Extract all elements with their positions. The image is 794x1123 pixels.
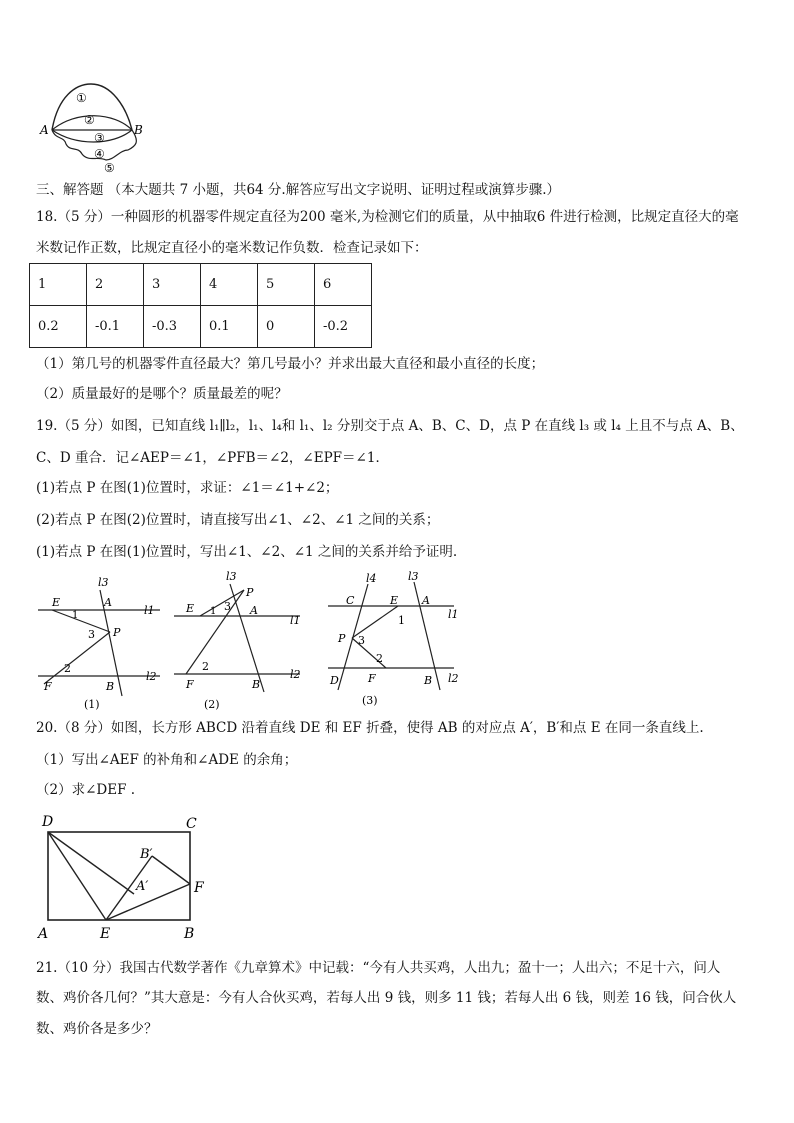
table-cell: -0.3 (144, 306, 201, 348)
angle-3: 3 (88, 628, 95, 641)
label-B-prime: B′ (140, 847, 153, 862)
label-A: A (40, 123, 49, 137)
region-4: ④ (94, 147, 105, 161)
label-E: E (390, 594, 399, 607)
table-cell: 2 (87, 264, 144, 306)
label-B: B (134, 123, 143, 137)
region-2: ② (84, 113, 95, 127)
region-1: ① (76, 91, 87, 105)
inspection-table (29, 263, 372, 348)
region-3: ③ (94, 131, 105, 145)
angle-2: 2 (64, 662, 71, 675)
label-l3: l3 (408, 570, 419, 583)
angle-3: 3 (224, 600, 231, 613)
angle-3: 3 (358, 634, 365, 647)
table-cell: 5 (258, 264, 315, 306)
folded-rectangle-figure (34, 810, 218, 944)
label-l1: l1 (144, 604, 155, 617)
label-A: A (38, 926, 49, 942)
table-cell: 4 (201, 264, 258, 306)
label-P: P (113, 626, 121, 639)
label-B: B (424, 674, 433, 687)
q18-text-line2: 米数记作正数，比规定直径小的毫米数记作负数．检查记录如下： (36, 240, 428, 256)
label-E: E (100, 926, 111, 942)
petal-region-figure (36, 76, 156, 178)
q19-text-line1: 19.（5 分）如图，已知直线 l₁∥l₂，l₁、l₄和 l₁、l₂ 分别交于点 A、B、C、D，点 P 在直线 l₃ 或 l₄ 上且不与点 A、B、 (36, 418, 744, 434)
table-cell: 0.1 (201, 306, 258, 348)
q19-sub1: (1)若点 P 在图(1)位置时，求证：∠1＝∠1+∠2； (36, 480, 339, 496)
label-P: P (338, 632, 346, 645)
label-l1: l1 (448, 608, 459, 621)
table-cell: -0.2 (315, 306, 372, 348)
table-row (30, 306, 372, 348)
parallel-lines-figure-1 (36, 572, 166, 712)
q19-sub2: (2)若点 P 在图(2)位置时，请直接写出∠1、∠2、∠1 之间的关系； (36, 512, 440, 528)
angle-2: 2 (202, 660, 209, 673)
label-E: E (52, 596, 61, 609)
label-C: C (186, 816, 197, 832)
label-E: E (186, 602, 195, 615)
angle-2: 2 (376, 652, 383, 665)
angle-1: 1 (210, 606, 217, 617)
label-F: F (186, 678, 194, 691)
q18-text-line1: 18.（5 分）一种圆形的机器零件规定直径为200 毫米,为检测它们的质量，从中抽取6 件进行检测，比规定直径大的毫 (36, 209, 739, 225)
q20-text-line1: 20.（8 分）如图，长方形 ABCD 沿着直线 DE 和 EF 折叠，使得 AB 的对应点 A′，B′和点 E 在同一条直线上. (36, 720, 704, 736)
table-cell: 0.2 (30, 306, 87, 348)
q21-text-line2: 数、鸡价各几何？”其大意是：今有人合伙买鸡，若每人出 9 钱，则多 11 钱；若每人出 6 钱，则差 16 钱，问合伙人 (36, 990, 737, 1006)
label-F: F (44, 680, 52, 693)
q21-text-line3: 数、鸡价各是多少？ (36, 1021, 158, 1037)
figure-caption: (2) (204, 698, 220, 711)
q20-sub1: （1）写出∠AEF 的补角和∠ADE 的余角； (36, 752, 298, 768)
q18-sub2: （2）质量最好的是哪个？质量最差的呢？ (36, 386, 288, 402)
label-B: B (106, 680, 115, 693)
label-P: P (246, 586, 254, 599)
label-D: D (330, 674, 339, 687)
label-l2: l2 (290, 668, 301, 681)
label-A: A (250, 604, 258, 617)
label-l2: l2 (448, 672, 459, 685)
q20-sub2: （2）求∠DEF . (36, 782, 136, 798)
label-A: A (422, 594, 430, 607)
angle-1: 1 (398, 614, 405, 627)
table-row (30, 264, 372, 306)
q19-text-line2: C、D 重合．记∠AEP＝∠1，∠PFB＝∠2，∠EPF＝∠1． (36, 450, 389, 466)
label-l2: l2 (146, 670, 157, 683)
label-B: B (184, 926, 195, 942)
q21-text-line1: 21.（10 分）我国古代数学著作《九章算术》中记载：“今有人共买鸡，人出九；盈十一；人出六；不足十六，问人 (36, 960, 721, 976)
figure-caption: (1) (84, 698, 100, 711)
table-cell: 1 (30, 264, 87, 306)
q18-sub1: （1）第几号的机器零件直径最大？第几号最小？并求出最大直径和最小直径的长度； (36, 356, 545, 372)
label-l1: l1 (290, 614, 301, 627)
label-C: C (346, 594, 355, 607)
parallel-lines-figure-2 (172, 566, 312, 712)
figure-caption: (3) (362, 694, 378, 707)
label-D: D (42, 814, 54, 830)
q19-sub3: (1)若点 P 在图(1)位置时，写出∠1、∠2、∠1 之间的关系并给予证明. (36, 544, 458, 560)
region-5: ⑤ (104, 161, 115, 175)
label-l3: l3 (226, 570, 237, 583)
label-A: A (104, 596, 112, 609)
parallel-lines-figure-3 (324, 566, 464, 712)
table-cell: -0.1 (87, 306, 144, 348)
label-B: B (252, 678, 261, 691)
label-F: F (194, 880, 204, 896)
table-cell: 6 (315, 264, 372, 306)
table-cell: 0 (258, 306, 315, 348)
section-heading: 三、解答题 （本大题共 7 小题，共64 分.解答应写出文字说明、证明过程或演算步骤.） (36, 182, 561, 198)
table-cell: 3 (144, 264, 201, 306)
label-l3: l3 (98, 576, 109, 589)
angle-1: 1 (72, 610, 79, 621)
label-A-prime: A′ (136, 879, 149, 894)
label-l4: l4 (366, 572, 377, 585)
label-F: F (368, 672, 376, 685)
